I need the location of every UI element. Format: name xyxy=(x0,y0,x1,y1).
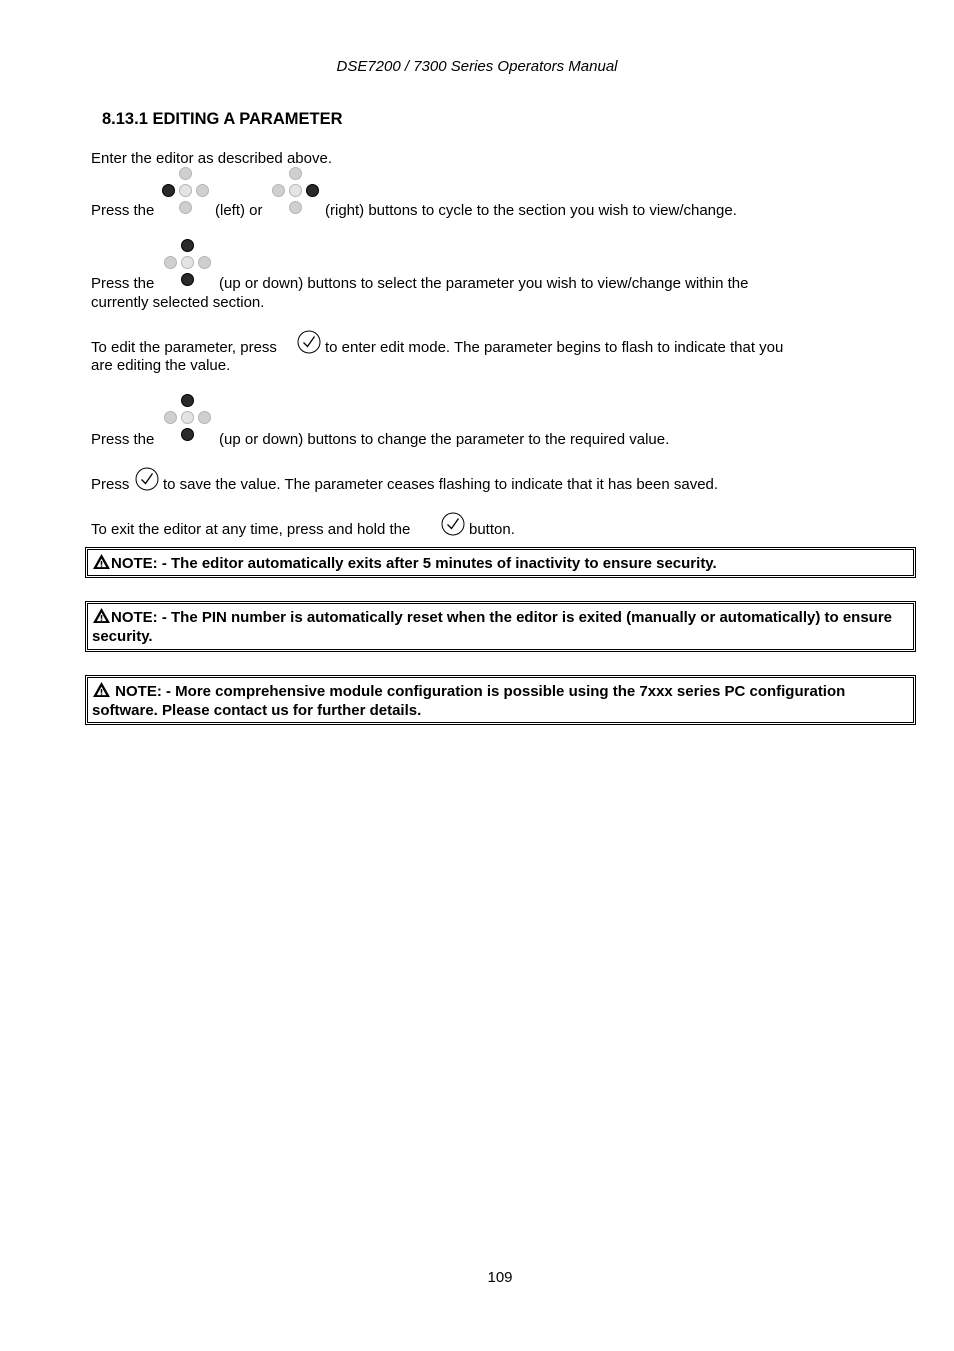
updown-dpad-icon xyxy=(163,239,213,289)
para-change-rest: (up or down) buttons to change the parameter to the required value. xyxy=(219,431,670,448)
para-updown-press: Press the xyxy=(91,275,155,292)
tick-button-icon xyxy=(441,512,465,536)
warning-triangle-icon xyxy=(92,553,111,570)
section-heading: 8.13.1 EDITING A PARAMETER xyxy=(102,110,343,128)
para-edit-before: To edit the parameter, press xyxy=(91,339,277,356)
para-save-after: to save the value. The parameter ceases flashing to indicate that it has been saved. xyxy=(163,476,719,493)
para-edit-line2: are editing the value. xyxy=(91,357,231,374)
para-right-rest: (right) buttons to cycle to the section you wish to view/change. xyxy=(325,202,737,219)
para-left-right-press: Press the xyxy=(91,202,155,219)
left-dpad-icon xyxy=(161,167,211,217)
para-updown-line1: (up or down) buttons to select the parameter you wish to view/change within the xyxy=(219,275,749,292)
note-box-configuration xyxy=(85,675,916,725)
para-updown-line2: currently selected section. xyxy=(91,294,265,311)
page-header: DSE7200 / 7300 Series Operators Manual xyxy=(336,58,618,75)
para-exit-before: To exit the editor at any time, press and hold the xyxy=(91,521,411,538)
tick-button-icon xyxy=(135,467,159,491)
para-edit-after: to enter edit mode. The parameter begins to flash to indicate that you xyxy=(325,339,784,356)
para-exit-after: button. xyxy=(469,521,515,538)
change-dpad-icon xyxy=(163,394,213,444)
para-left-label: (left) or xyxy=(215,202,263,219)
note-text: NOTE: - The editor automatically exits after 5 minutes of inactivity to ensure security. xyxy=(111,555,717,572)
note-text: NOTE: - More comprehensive module configuration is possible using the 7xxx series PC configuration software. Please contact us for further details. xyxy=(92,683,846,719)
right-dpad-icon xyxy=(271,167,321,217)
para-change-press: Press the xyxy=(91,431,155,448)
warning-triangle-icon xyxy=(92,607,111,624)
tick-button-icon xyxy=(297,330,321,354)
para-enter-editor: Enter the editor as described above. xyxy=(91,150,332,167)
page-number: 109 xyxy=(487,1269,513,1286)
note-box-pin xyxy=(85,601,916,652)
warning-triangle-icon xyxy=(92,681,111,698)
note-text: NOTE: - The PIN number is automatically reset when the editor is exited (manually or automatically) to ensure security. xyxy=(92,609,893,645)
note-box-timeout xyxy=(85,547,916,578)
para-save-before: Press xyxy=(91,476,130,493)
